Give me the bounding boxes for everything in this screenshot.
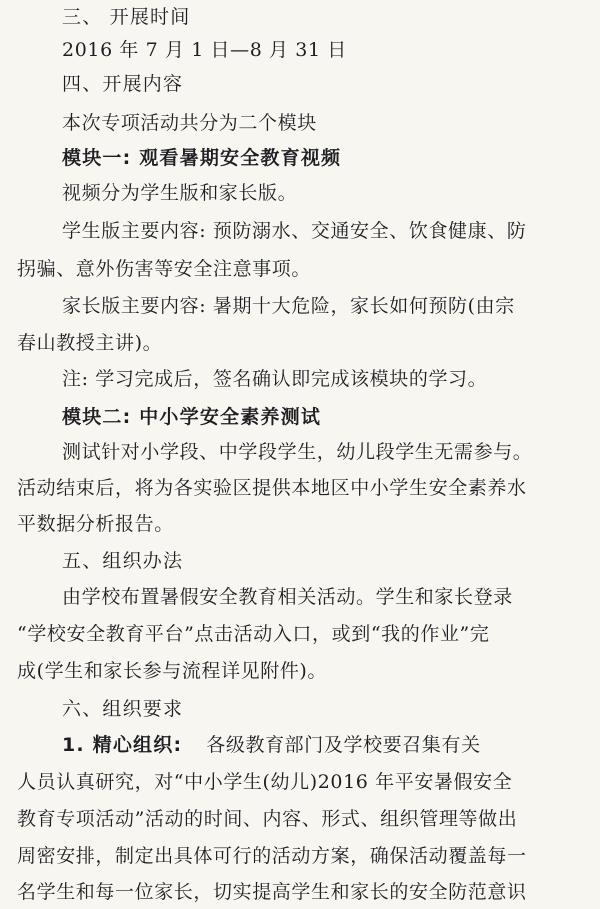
- requirement-1-text: 各级教育部门及学校要召集有关: [206, 734, 481, 756]
- module-1-note: 注: 学习完成后，签名确认即完成该模块的学习。: [62, 368, 488, 390]
- module-1-line-5: 春山教授主讲)。: [17, 332, 163, 354]
- module-2-title: 模块二: 中小学安全素养测试: [62, 406, 322, 428]
- section-3-title: 三、 开展时间: [62, 6, 191, 28]
- section-4-intro: 本次专项活动共分为二个模块: [62, 112, 317, 134]
- module-2-line-3: 平数据分析报告。: [17, 513, 174, 535]
- section-5-line-2: “学校安全教育平台”点击活动入口，或到“我的作业”完: [17, 623, 490, 645]
- module-2-line-1: 测试针对小学段、中学段学生，幼儿段学生无需参与。: [62, 441, 533, 463]
- section-5-line-3: 成(学生和家长参与流程详见附件)。: [17, 660, 328, 682]
- module-1-line-3: 拐骗、意外伤害等安全注意事项。: [17, 258, 312, 280]
- section-4-title: 四、开展内容: [62, 73, 184, 95]
- requirement-1-line-4: 周密安排，制定出具体可行的活动方案，确保活动覆盖每一: [17, 845, 527, 867]
- requirement-1-line-3: 教育专项活动”活动的时间、内容、形式、组织管理等做出: [17, 808, 518, 830]
- module-1-line-4: 家长版主要内容: 暑期十大危险，家长如何预防(由宗: [62, 295, 515, 317]
- requirement-1-line-5: 名学生和每一位家长，切实提高学生和家长的安全防范意识: [17, 881, 527, 903]
- module-1-title: 模块一: 观看暑期安全教育视频: [62, 147, 342, 169]
- requirement-1-line-2: 人员认真研究，对“中小学生(幼儿)2016 年平安暑假安全: [17, 771, 513, 793]
- module-2-line-2: 活动结束后，将为各实验区提供本地区中小学生安全素养水: [17, 477, 527, 499]
- section-5-line-1: 由学校布置暑假安全教育相关活动。学生和家长登录: [62, 586, 513, 608]
- section-5-title: 五、组织办法: [62, 550, 184, 572]
- requirement-1-label: 1. 精心组织:: [62, 734, 183, 756]
- requirement-1-first-line: [62, 733, 481, 757]
- module-1-line-1: 视频分为学生版和家长版。: [62, 182, 298, 204]
- section-6-title: 六、组织要求: [62, 698, 184, 720]
- module-1-line-2: 学生版主要内容: 预防溺水、交通安全、饮食健康、防: [62, 220, 527, 242]
- section-3-date: 2016 年 7 月 1 日—8 月 31 日: [62, 39, 347, 61]
